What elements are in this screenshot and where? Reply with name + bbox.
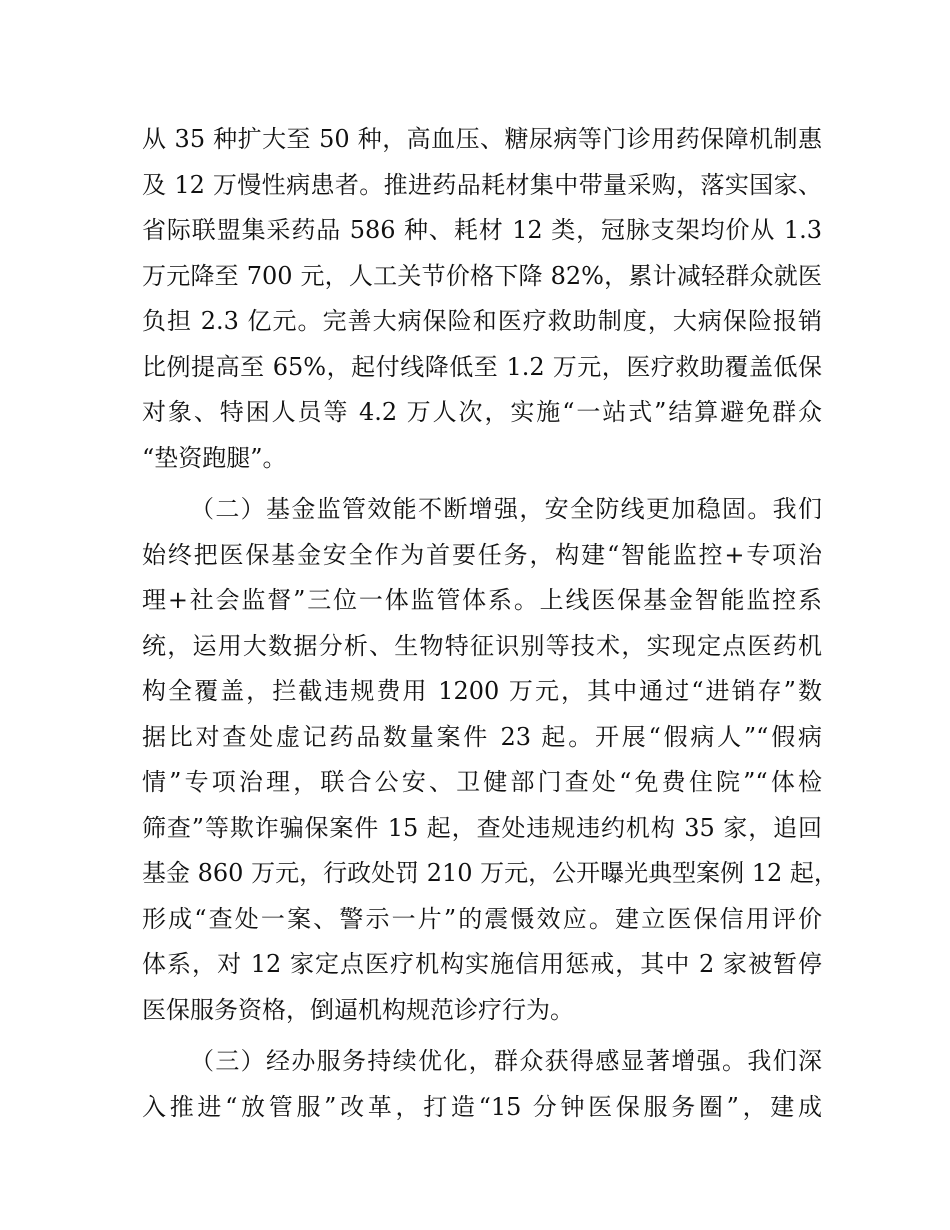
paragraph-p1 [142,117,822,481]
text-line: 省际联盟集采药品 586 种、耗材 12 类，冠脉支架均价从 1.3 [142,216,822,244]
text-line: （二）基金监管效能不断增强，安全防线更加稳固。我们 [190,495,822,523]
text-line: 筛查”等欺诈骗保案件 15 起，查处违规违约机构 35 家，追回 [142,813,822,842]
text-line: 基金 860 万元，行政处罚 210 万元，公开曝光典型案例 12 起， [142,859,838,887]
document-body [142,117,838,1130]
text-line: 形成“查处一案、警示一片”的震慑效应。建立医保信用评价 [142,904,822,933]
text-line: 入推进“放管服”改革，打造“15 分钟医保服务圈”，建成 [142,1092,822,1121]
text-line: 负担 2.3 亿元。完善大病保险和医疗救助制度，大病保险报销 [142,307,822,335]
text-line: 比例提高至 65%，起付线降低至 1.2 万元，医疗救助覆盖低保 [142,352,822,381]
text-line: （三）经办服务持续优化，群众获得感显著增强。我们深 [190,1047,822,1075]
text-line: 体系，对 12 家定点医疗机构实施信用惩戒，其中 2 家被暂停 [142,950,822,978]
text-line: 统，运用大数据分析、生物特征识别等技术，实现定点医药机 [142,631,822,660]
text-line: 对象、特困人员等 4.2 万人次，实施“一站式”结算避免群众 [142,398,822,426]
paragraph-p2 [142,487,838,1033]
text-line: 从 35 种扩大至 50 种，高血压、糖尿病等门诊用药保障机制惠 [142,125,822,153]
text-line: 理+社会监督”三位一体监管体系。上线医保基金智能监控系 [142,586,822,614]
text-line: 构全覆盖，拦截违规费用 1200 万元，其中通过“进销存”数 [142,677,822,705]
text-line: 万元降至 700 元，人工关节价格下降 82%，累计减轻群众就医 [142,261,822,290]
text-line: “垫资跑腿”。 [142,443,287,472]
text-line: 医保服务资格，倒逼机构规范诊疗行为。 [142,995,574,1024]
text-line: 据比对查处虚记药品数量案件 23 起。开展“假病人”“假病 [142,722,822,751]
text-line: 及 12 万慢性病患者。推进药品耗材集中带量采购，落实国家、 [142,170,822,199]
paragraph-p3 [142,1039,822,1130]
text-line: 情”专项治理，联合公安、卫健部门查处“免费住院”“体检 [142,768,822,796]
text-line: 始终把医保基金安全作为首要任务，构建“智能监控+专项治 [142,540,822,569]
